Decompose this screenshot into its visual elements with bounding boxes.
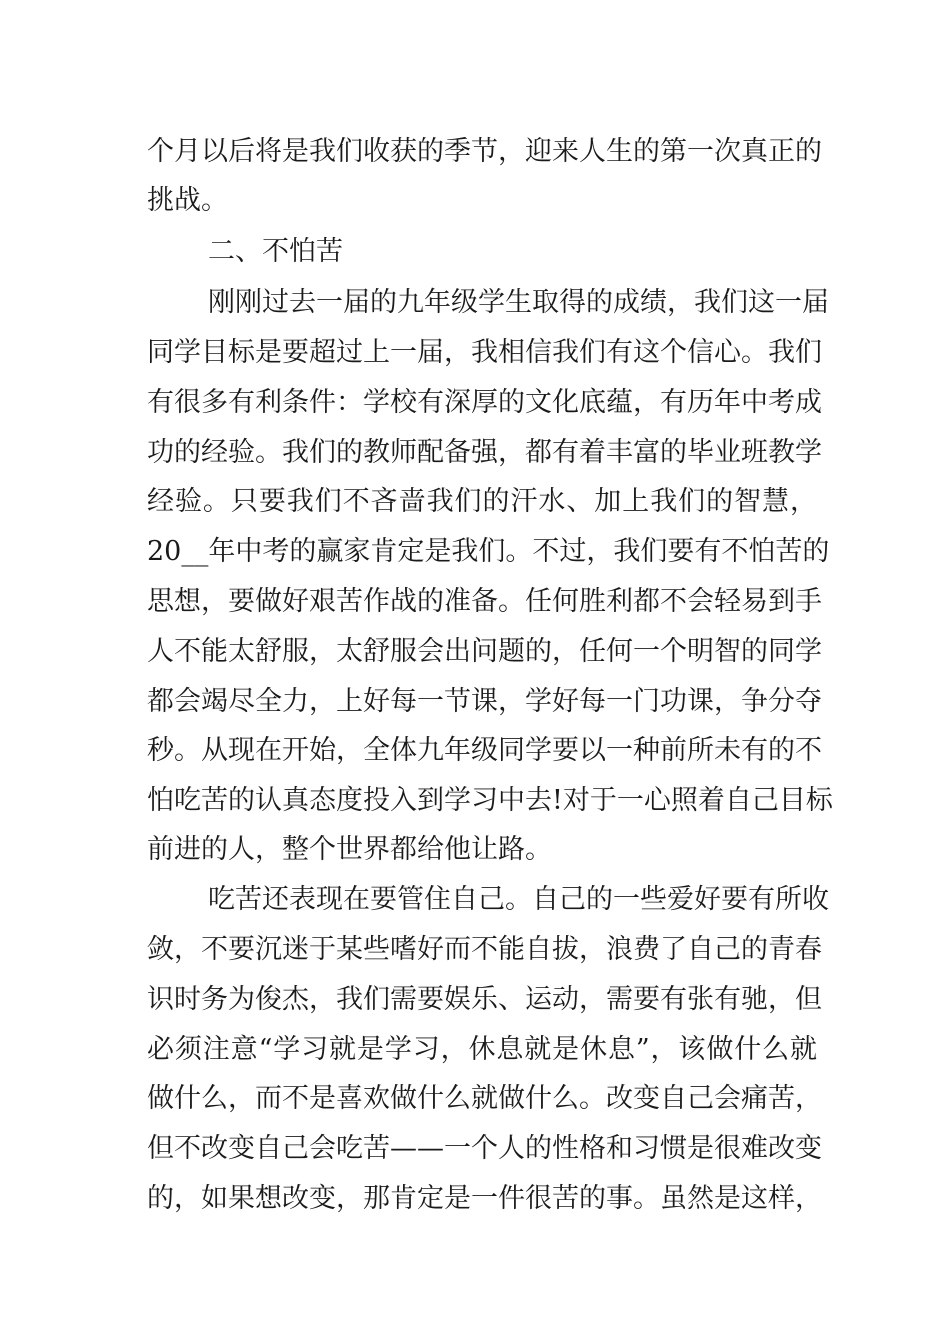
text-line: 都会竭尽全力，上好每一节课，学好每一门功课，争分夺 <box>147 686 822 717</box>
text-line: 有很多有利条件：学校有深厚的文化底蕴，有历年中考成 <box>147 387 822 418</box>
text-line: 做什么，而不是喜欢做什么就做什么。改变自己会痛苦， <box>147 1083 822 1114</box>
text-line: 同学目标是要超过上一届，我相信我们有这个信心。我们 <box>147 337 822 368</box>
text-line: 思想，要做好艰苦作战的准备。任何胜利都不会轻易到手 <box>147 586 822 617</box>
text-line: 吃苦还表现在要管住自己。自己的一些爱好要有所收 <box>208 884 829 915</box>
text-line: 刚刚过去一届的九年级学生取得的成绩，我们这一届 <box>208 287 829 318</box>
text-line: 的，如果想改变，那肯定是一件很苦的事。虽然是这样， <box>147 1183 822 1214</box>
text-line: 必须注意“学习就是学习，休息就是休息”，该做什么就 <box>147 1034 817 1065</box>
text-line: 但不改变自己会吃苦——一个人的性格和习惯是很难改变 <box>147 1133 822 1164</box>
section-heading: 二、不怕苦 <box>208 236 343 267</box>
text-line: 敛，不要沉迷于某些嗜好而不能自拔，浪费了自己的青春 <box>147 934 822 965</box>
text-line: 怕吃苦的认真态度投入到学习中去!对于一心照着自己目标 <box>147 785 833 816</box>
text-line: 识时务为俊杰，我们需要娱乐、运动，需要有张有驰，但 <box>147 984 822 1015</box>
text-line: 功的经验。我们的教师配备强，都有着丰富的毕业班教学 <box>147 437 822 468</box>
text-line: 人不能太舒服，太舒服会出问题的，任何一个明智的同学 <box>147 636 822 667</box>
text-line: 秒。从现在开始，全体九年级同学要以一种前所未有的不 <box>147 735 822 766</box>
text-line: 经验。只要我们不吝啬我们的汗水、加上我们的智慧， <box>147 486 817 517</box>
text-line: 前进的人，整个世界都给他让路。 <box>147 834 552 865</box>
text-line: 个月以后将是我们收获的季节，迎来人生的第一次真正的 <box>147 136 822 167</box>
text-line: 20__年中考的赢家肯定是我们。不过，我们要有不怕苦的 <box>147 536 830 567</box>
text-line: 挑战。 <box>147 185 228 216</box>
